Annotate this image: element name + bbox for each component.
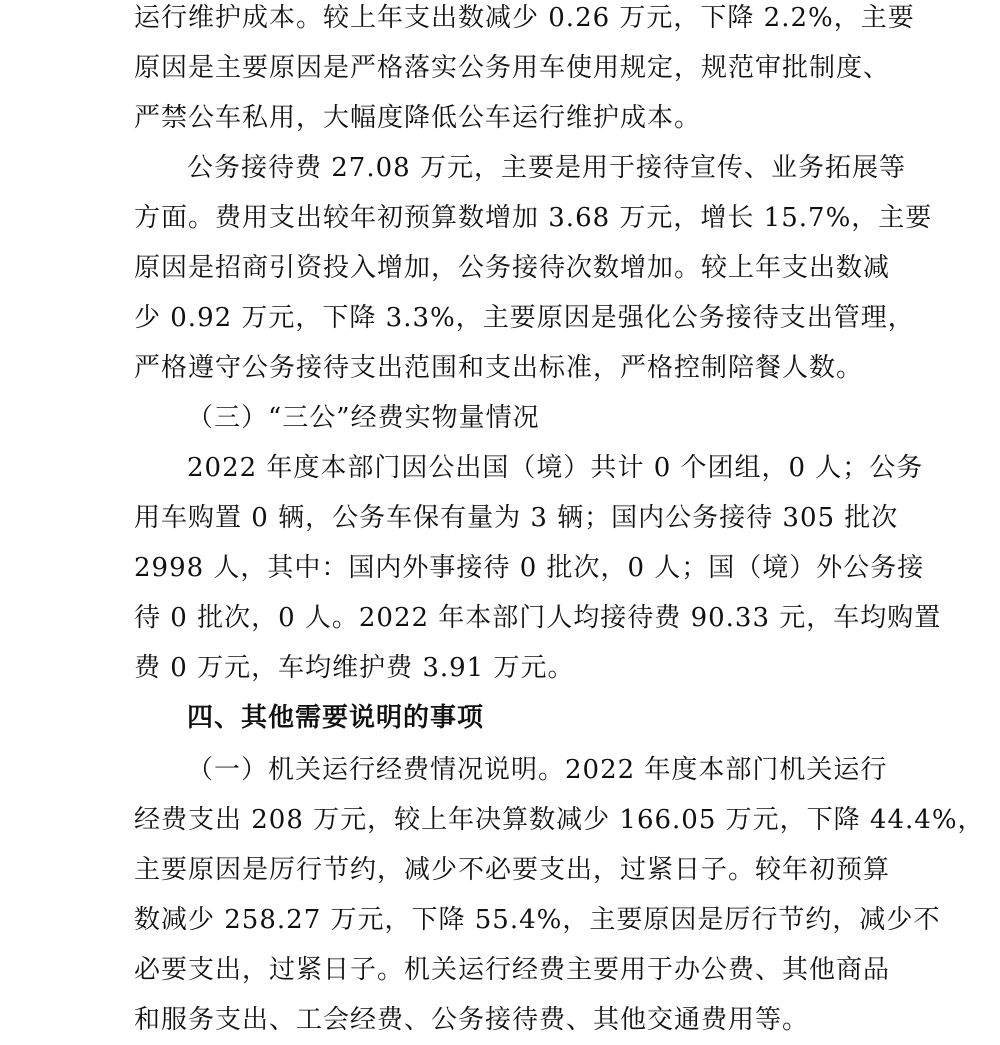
text-line: 必要支出，过紧日子。机关运行经费主要用于办公费、其他商品 [134, 955, 891, 985]
text-line: 严格遵守公务接待支出范围和支出标准，严格控制陪餐人数。 [134, 353, 864, 383]
text-line: 待 0 批次，0 人。2022 年本部门人均接待费 90.33 元，车均购置 [134, 603, 942, 633]
paragraph-start-line: 2022 年度本部门因公出国（境）共计 0 个团组，0 人；公务 [187, 453, 924, 483]
text-line: 严禁公车私用，大幅度降低公车运行维护成本。 [134, 103, 702, 133]
text-line: 方面。费用支出较年初预算数增加 3.68 万元，增长 15.7%，主要 [134, 203, 933, 233]
chapter-heading: 四、其他需要说明的事项 [187, 703, 485, 733]
text-line: 费 0 万元，车均维护费 3.91 万元。 [134, 653, 575, 683]
text-line: 运行维护成本。较上年支出数减少 0.26 万元，下降 2.2%，主要 [134, 3, 915, 33]
text-line: 数减少 258.27 万元，下降 55.4%，主要原因是厉行节约，减少不 [134, 905, 941, 935]
text-line: 主要原因是厉行节约，减少不必要支出，过紧日子。较年初预算 [134, 855, 891, 885]
paragraph-start-line: 公务接待费 27.08 万元，主要是用于接待宣传、业务拓展等 [187, 153, 906, 183]
text-line: 原因是招商引资投入增加，公务接待次数增加。较上年支出数减 [134, 253, 891, 283]
text-line: 经费支出 208 万元，较上年决算数减少 166.05 万元，下降 44.4%， [134, 805, 985, 835]
section-heading: （三）“三公”经费实物量情况 [187, 403, 540, 433]
text-line: 和服务支出、工会经费、公务接待费、其他交通费用等。 [134, 1005, 810, 1035]
text-line: 2998 人，其中：国内外事接待 0 批次，0 人；国（境）外公务接 [134, 553, 925, 583]
text-line: 原因是主要原因是严格落实公务用车使用规定，规范审批制度、 [134, 53, 891, 83]
text-line: 少 0.92 万元，下降 3.3%，主要原因是强化公务接待支出管理， [134, 303, 915, 333]
text-line: 用车购置 0 辆，公务车保有量为 3 辆；国内公务接待 305 批次 [134, 503, 899, 533]
paragraph-start-line: （一）机关运行经费情况说明。2022 年度本部门机关运行 [187, 755, 888, 785]
